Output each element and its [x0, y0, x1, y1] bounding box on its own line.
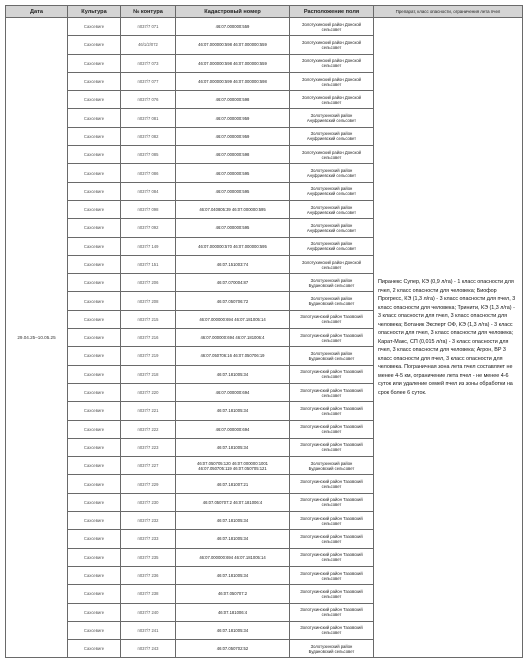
- contour-cell: п037/7 215: [121, 310, 176, 328]
- culture-cell: Сахсевиге: [68, 329, 121, 347]
- header-field-location: Расположение поля: [290, 6, 374, 18]
- culture-cell: Сахсевиге: [68, 237, 121, 255]
- contour-cell: п037/7 222: [121, 420, 176, 438]
- field-location-cell: Золотухинский район Ануфриевский сельсовет: [290, 127, 374, 145]
- culture-cell: Сахсевиге: [68, 18, 121, 36]
- cadastral-number-cell: 46:07.000000:599 46:07.000000:598: [176, 72, 290, 90]
- contour-cell: п037/7 098: [121, 200, 176, 218]
- culture-cell: Сахсевиге: [68, 621, 121, 639]
- date-range-cell: 29.04.25–10.05.25: [6, 18, 68, 658]
- field-location-cell: Золотухинский район Тазовский сельсовет: [290, 621, 374, 639]
- contour-cell: п037/7 220: [121, 383, 176, 401]
- cadastral-number-cell: 46:07.181005:34: [176, 365, 290, 383]
- field-location-cell: Золотухинский район Тазовский сельсовет: [290, 383, 374, 401]
- field-location-cell: Золотухинский район Будановский сельсовет: [290, 347, 374, 365]
- contour-cell: п037/7 223: [121, 438, 176, 456]
- field-location-cell: Золотухинский район Донской сельсовет: [290, 91, 374, 109]
- contour-cell: п037/7 227: [121, 457, 176, 475]
- field-location-cell: Золотухинский район Тазовский сельсовет: [290, 438, 374, 456]
- field-location-cell: Золотухинский район Донской сельсовет: [290, 72, 374, 90]
- contour-cell: п037/7 073: [121, 54, 176, 72]
- culture-cell: Сахсевиге: [68, 36, 121, 54]
- culture-cell: Сахсевиге: [68, 475, 121, 493]
- cadastral-number-cell: 46:07.050702:52: [176, 640, 290, 658]
- contour-cell: п037/7 229: [121, 475, 176, 493]
- field-location-cell: Золотухинский район Донской сельсовет: [290, 36, 374, 54]
- culture-cell: Сахсевиге: [68, 219, 121, 237]
- cadastral-number-cell: 46:07.050707:2: [176, 585, 290, 603]
- contour-cell: п037/7 218: [121, 365, 176, 383]
- contour-cell: п037/7 230: [121, 493, 176, 511]
- contour-cell: п037/7 206: [121, 274, 176, 292]
- cadastral-number-cell: 46:07.000000:694 46:07.181005:14: [176, 310, 290, 328]
- header-culture: Культура: [68, 6, 121, 18]
- table-row: [6, 18, 523, 36]
- contour-cell: п037/7 085: [121, 146, 176, 164]
- culture-cell: Сахсевиге: [68, 255, 121, 273]
- header-row: [6, 6, 523, 18]
- culture-cell: Сахсевиге: [68, 457, 121, 475]
- culture-cell: Сахсевиге: [68, 72, 121, 90]
- cadastral-number-cell: 46:07.000000:570 46:07.000000:595: [176, 237, 290, 255]
- cadastral-number-cell: 46:07.070004:87: [176, 274, 290, 292]
- contour-cell: п037/7 221: [121, 402, 176, 420]
- contour-cell: п037/7 240: [121, 603, 176, 621]
- culture-cell: Сахсевиге: [68, 109, 121, 127]
- culture-cell: Сахсевиге: [68, 548, 121, 566]
- culture-cell: Сахсевиге: [68, 640, 121, 658]
- field-location-cell: Золотухинский район Тазовский сельсовет: [290, 420, 374, 438]
- cadastral-number-cell: 46:07.181006:4: [176, 603, 290, 621]
- cadastral-number-cell: 46:07.181005:34: [176, 402, 290, 420]
- culture-cell: Сахсевиге: [68, 164, 121, 182]
- field-location-cell: Золотухинский район Тазовский сельсовет: [290, 566, 374, 584]
- field-location-cell: Золотухинский район Тазовский сельсовет: [290, 603, 374, 621]
- cadastral-number-cell: 46:07.000000:959: [176, 109, 290, 127]
- contour-cell: п037/7 243: [121, 640, 176, 658]
- contour-cell: п037/7 208: [121, 292, 176, 310]
- header-contour: № контура: [121, 6, 176, 18]
- cadastral-number-cell: 46:07.151003:74: [176, 255, 290, 273]
- contour-cell: п037/7 086: [121, 164, 176, 182]
- culture-cell: Сахсевиге: [68, 146, 121, 164]
- cadastral-number-cell: 46:07.000000:598 46:07.000000:559: [176, 54, 290, 72]
- culture-cell: Сахсевиге: [68, 127, 121, 145]
- field-location-cell: Золотухинский район Тазовский сельсовет: [290, 402, 374, 420]
- contour-cell: п037/7 241: [121, 621, 176, 639]
- field-location-cell: Золотухинский район Донской сельсовет: [290, 146, 374, 164]
- field-location-cell: Золотухинский район Ануфриевский сельсовет: [290, 182, 374, 200]
- field-location-cell: Золотухинский район Тазовский сельсовет: [290, 475, 374, 493]
- contour-cell: п037/7 081: [121, 109, 176, 127]
- culture-cell: Сахсевиге: [68, 585, 121, 603]
- header-preparation: Препарат, класс опасности, ограничения лета пчел: [374, 6, 523, 18]
- contour-cell: 46/1/2/072: [121, 36, 176, 54]
- preparation-hazard-cell: Пиранекс Супер, КЭ (0,9 л/га) - 1 класс опасности для пчел, 2 класс опасности для человека; Биофор Прогресс, КЭ (1,3 л/га) - 3 класс опасности для пчел, 3 класс опасности для человека; Тринити, КЭ (1,3 л/га) - 3 класс опасности для пчел, 3 класс опасности для человека; Ботаник Эксперт ОФ, КЭ (1,3 л/га) - 3 класс опасности для пчел, 3 класс опасности для человека; Карат-Макс, СП (0,015 л/га) - 3 класс опасности для пчел, 3 класс опасности для человека; Агрон, ВР 3 класс опасности для пчел, 3 класс опасности для человека. Пограничная зона лета пчел составляет не менее 4-5 км, ограничение лета пчел - не менее 4-6 суток или удаление семей пчел из зоны обработки на срок более 6 суток.: [374, 18, 523, 658]
- contour-cell: п037/7 076: [121, 91, 176, 109]
- field-location-cell: Золотухинский район Донской сельсовет: [290, 54, 374, 72]
- cadastral-number-cell: 46:07.181005:34: [176, 566, 290, 584]
- culture-cell: Сахсевиге: [68, 493, 121, 511]
- field-location-cell: Золотухинский район Ануфриевский сельсовет: [290, 200, 374, 218]
- field-location-cell: Золотухинский район Будановский сельсовет: [290, 457, 374, 475]
- field-location-cell: Золотухинский район Донской сельсовет: [290, 18, 374, 36]
- culture-cell: Сахсевиге: [68, 54, 121, 72]
- cadastral-number-cell: 46:07.050707:2 46:07.181006:4: [176, 493, 290, 511]
- field-location-cell: Золотухинский район Донской сельсовет: [290, 255, 374, 273]
- cadastral-number-cell: 46:07.040805:39 46:07.000000:595: [176, 200, 290, 218]
- cadastral-number-cell: 46:07.000000:595: [176, 219, 290, 237]
- contour-cell: п037/7 149: [121, 237, 176, 255]
- contour-cell: п037/7 151: [121, 255, 176, 273]
- field-location-cell: Золотухинский район Тазовский сельсовет: [290, 585, 374, 603]
- cadastral-number-cell: 46:07.000000:694 46:07.181005:14: [176, 548, 290, 566]
- culture-cell: Сахсевиге: [68, 383, 121, 401]
- culture-cell: Сахсевиге: [68, 347, 121, 365]
- cadastral-number-cell: 46:07.050706:72: [176, 292, 290, 310]
- cadastral-number-cell: 46:07.000000:694: [176, 420, 290, 438]
- field-location-cell: Золотухинский район Ануфриевский сельсовет: [290, 164, 374, 182]
- cadastral-number-cell: 46:07.050706:16 46:07.050706:19: [176, 347, 290, 365]
- field-location-cell: Золотухинский район Будановский сельсовет: [290, 292, 374, 310]
- culture-cell: Сахсевиге: [68, 530, 121, 548]
- cadastral-number-cell: 46:07.000000:595: [176, 182, 290, 200]
- field-location-cell: Золотухинский район Будановский сельсовет: [290, 640, 374, 658]
- cadastral-number-cell: 46:07.000000:598 46:07.000000:559: [176, 36, 290, 54]
- field-location-cell: Золотухинский район Ануфриевский сельсовет: [290, 237, 374, 255]
- field-location-cell: Золотухинский район Тазовский сельсовет: [290, 512, 374, 530]
- culture-cell: Сахсевиге: [68, 365, 121, 383]
- spraying-schedule-table: [5, 5, 523, 658]
- contour-cell: п037/7 077: [121, 72, 176, 90]
- culture-cell: Сахсевиге: [68, 566, 121, 584]
- contour-cell: п037/7 082: [121, 127, 176, 145]
- contour-cell: п037/7 233: [121, 530, 176, 548]
- cadastral-number-cell: 46:07.050705:120 46:07.000000:1001 46:07.050705:119 46:07.050705:121: [176, 457, 290, 475]
- culture-cell: Сахсевиге: [68, 274, 121, 292]
- cadastral-number-cell: 46:07.181005:34: [176, 512, 290, 530]
- culture-cell: Сахсевиге: [68, 402, 121, 420]
- field-location-cell: Золотухинский район Ануфриевский сельсовет: [290, 219, 374, 237]
- cadastral-number-cell: 46:07.000000:694 46:07.181006:4: [176, 329, 290, 347]
- culture-cell: Сахсевиге: [68, 310, 121, 328]
- contour-cell: п037/7 238: [121, 585, 176, 603]
- field-location-cell: Золотухинский район Тазовский сельсовет: [290, 329, 374, 347]
- contour-cell: п037/7 092: [121, 219, 176, 237]
- contour-cell: п037/7 071: [121, 18, 176, 36]
- culture-cell: Сахсевиге: [68, 603, 121, 621]
- culture-cell: Сахсевиге: [68, 200, 121, 218]
- culture-cell: Сахсевиге: [68, 182, 121, 200]
- culture-cell: Сахсевиге: [68, 512, 121, 530]
- contour-cell: п037/7 219: [121, 347, 176, 365]
- contour-cell: п037/7 236: [121, 566, 176, 584]
- culture-cell: Сахсевиге: [68, 292, 121, 310]
- field-location-cell: Золотухинский район Тазовский сельсовет: [290, 365, 374, 383]
- cadastral-number-cell: 46:07.000000:595: [176, 164, 290, 182]
- cadastral-number-cell: 46:07.000000:559: [176, 18, 290, 36]
- cadastral-number-cell: 46:07.000000:694: [176, 383, 290, 401]
- cadastral-number-cell: 46:07.000000:959: [176, 127, 290, 145]
- contour-cell: п037/7 216: [121, 329, 176, 347]
- culture-cell: Сахсевиге: [68, 420, 121, 438]
- contour-cell: п037/7 232: [121, 512, 176, 530]
- cadastral-number-cell: 46:07.000000:598: [176, 91, 290, 109]
- cadastral-number-cell: 46:07.181005:34: [176, 621, 290, 639]
- field-location-cell: Золотухинский район Тазовский сельсовет: [290, 310, 374, 328]
- field-location-cell: Золотухинский район Тазовский сельсовет: [290, 530, 374, 548]
- cadastral-number-cell: 46:07.181005:34: [176, 530, 290, 548]
- cadastral-number-cell: 46:07.181005:34: [176, 438, 290, 456]
- contour-cell: п037/7 084: [121, 182, 176, 200]
- field-location-cell: Золотухинский район Тазовский сельсовет: [290, 493, 374, 511]
- contour-cell: п037/7 235: [121, 548, 176, 566]
- culture-cell: Сахсевиге: [68, 91, 121, 109]
- field-location-cell: Золотухинский район Ануфриевский сельсовет: [290, 109, 374, 127]
- header-cadastral-number: Кадастровый номер: [176, 6, 290, 18]
- document-sheet: [5, 5, 523, 658]
- header-date: Дата: [6, 6, 68, 18]
- field-location-cell: Золотухинский район Тазовский сельсовет: [290, 548, 374, 566]
- cadastral-number-cell: 46:07.181007:21: [176, 475, 290, 493]
- field-location-cell: Золотухинский район Будановский сельсовет: [290, 274, 374, 292]
- cadastral-number-cell: 46:07.000000:598: [176, 146, 290, 164]
- culture-cell: Сахсевиге: [68, 438, 121, 456]
